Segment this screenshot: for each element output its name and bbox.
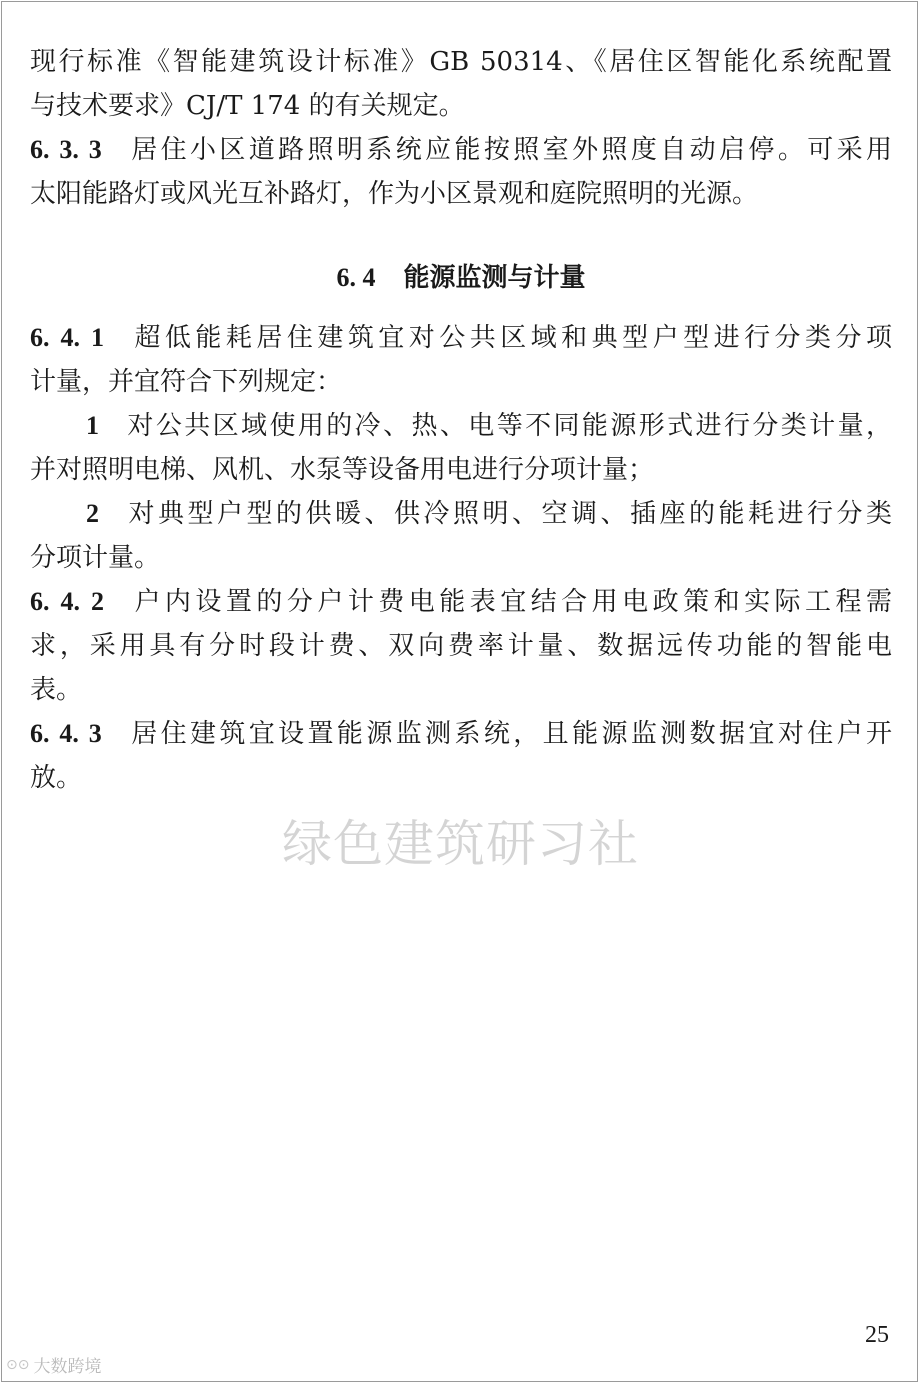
text-line: 现行标准《智能建筑设计标准》GB 50314、《居住区智能化系统配置 xyxy=(30,47,892,77)
text-line: 计量，并宜符合下列规定： xyxy=(30,367,343,397)
clause-number: 6. 3. 3 xyxy=(30,135,102,164)
text-line xyxy=(30,492,892,536)
corner-logo xyxy=(6,1352,101,1377)
clause-number: 6. 4. 2 xyxy=(30,587,104,616)
text-line: 求，采用具有分时段计费、双向费率计量、数据远传功能的智能电 xyxy=(30,631,892,661)
item-text: 对公共区域使用的冷、热、电等不同能源形式进行分类计量， xyxy=(125,411,892,441)
text-line xyxy=(30,712,892,756)
text-line: 分项计量。 xyxy=(30,543,161,573)
text-line: 太阳能路灯或风光互补路灯，作为小区景观和庭院照明的光源。 xyxy=(30,179,759,209)
text-line xyxy=(30,404,892,448)
item-number: 1 xyxy=(86,411,99,440)
text-line xyxy=(30,128,892,172)
text-line: 放。 xyxy=(30,763,83,793)
list-item-2 xyxy=(30,492,892,580)
section-number: 6. 4 xyxy=(336,263,376,292)
clause-6-4-1 xyxy=(30,316,892,404)
item-text: 对典型户型的供暖、供冷照明、空调、插座的能耗进行分类 xyxy=(125,499,892,529)
item-number: 2 xyxy=(86,499,99,528)
clause-text: 居住小区道路照明系统应能按照室外照度自动启停。可采用 xyxy=(127,135,892,165)
list-item-1 xyxy=(30,404,892,492)
clause-6-3-3 xyxy=(30,128,892,216)
logo-text: 大数跨境 xyxy=(33,1357,102,1377)
text-line xyxy=(30,316,892,360)
section-title: 能源监测与计量 xyxy=(403,263,586,293)
clause-text: 超低能耗居住建筑宜对公共区域和典型户型进行分类分项 xyxy=(129,323,892,353)
paragraph-intro xyxy=(30,40,892,128)
text-line: 表。 xyxy=(30,675,83,705)
clause-text: 户内设置的分户计费电能表宜结合用电政策和实际工程需 xyxy=(129,587,892,617)
document-body xyxy=(30,40,892,800)
clause-text: 居住建筑宜设置能源监测系统，且能源监测数据宜对住户开 xyxy=(127,719,892,749)
section-heading xyxy=(30,256,892,300)
text-line: 与技术要求》CJ/T 174 的有关规定。 xyxy=(30,91,465,121)
text-line: 并对照明电梯、风机、水泵等设备用电进行分项计量； xyxy=(30,455,655,485)
watermark: 绿色建筑研习社 xyxy=(282,815,639,873)
clause-number: 6. 4. 3 xyxy=(30,719,102,748)
text-line xyxy=(30,580,892,624)
clause-6-4-2 xyxy=(30,580,892,712)
clause-6-4-3 xyxy=(30,712,892,800)
logo-icon: ⊙⊙ xyxy=(6,1356,30,1373)
clause-number: 6. 4. 1 xyxy=(30,323,104,352)
page-number: 25 xyxy=(865,1322,889,1348)
